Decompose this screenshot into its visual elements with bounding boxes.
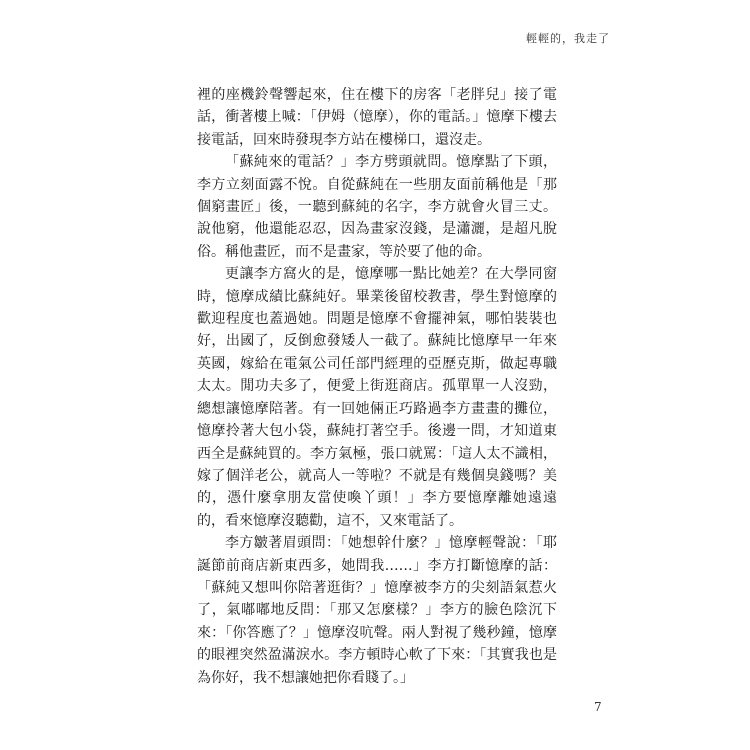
running-header: 輕輕的，我走了: [526, 32, 610, 45]
paragraph: 裡的座機鈴聲響起來，住在樓下的房客「老胖兒」接了電話，衝著樓上喊：「伊姆（憶摩），你的電話。」憶摩下樓去接電話，回來時發現李方站在樓梯口，還沒走。: [197, 87, 557, 148]
page-number: 7: [594, 700, 602, 714]
paragraph: 李方皺著眉頭問：「她想幹什麼？」憶摩輕聲說：「耶誕節前商店新東西多，她問我……」李方打斷憶摩的話：「蘇純又想叫你陪著逛街？」憶摩被李方的尖刻語氣惹火了，氣嘟嘟地反問：「那又怎麼樣？」李方的臉色陰沉下來：「你答應了？」憶摩沒吭聲。兩人對視了幾秒鐘，憶摩的眼裡突然盈滿淚水。李方頓時心軟了下來：「其實我也是為你好，我不想讓她把你看賤了。」: [197, 535, 557, 686]
body-text: [197, 84, 557, 689]
paragraph: 更讓李方窩火的是，憶摩哪一點比她差？在大學同窗時，憶摩成績比蘇純好。畢業後留校教書，學生對憶摩的歡迎程度也蓋過她。問題是憶摩不會擺神氣，哪怕裝裝也好，出國了，反倒愈發矮人一截了。蘇純比憶摩早一年來英國，嫁給在電氣公司任部門經理的亞歷克斯，做起專職太太。閒功夫多了，便愛上街逛商店。孤單單一人沒勁，總想讓憶摩陪著。有一回她倆正巧路過李方畫畫的攤位，憶摩拎著大包小袋，蘇純打著空手。後邊一問，才知道東西全是蘇純買的。李方氣極，張口就罵：「這人太不識相，嫁了個洋老公，就高人一等啦？不就是有幾個臭錢嗎？美的，憑什麼拿朋友當使喚丫頭！」李方要憶摩離她遠遠的，看來憶摩沒聽勸，這不，又來電話了。: [197, 266, 557, 529]
paragraph: 「蘇純來的電話？」李方劈頭就問。憶摩點了下頭，李方立刻面露不悅。自從蘇純在一些朋友面前稱他是「那個窮畫匠」後，一聽到蘇純的名字，李方就會火冒三丈。說他窮，他還能忍忍，因為畫家沒錢，是瀟灑，是超凡脫俗。稱他畫匠，而不是畫家，等於要了他的命。: [197, 154, 557, 260]
